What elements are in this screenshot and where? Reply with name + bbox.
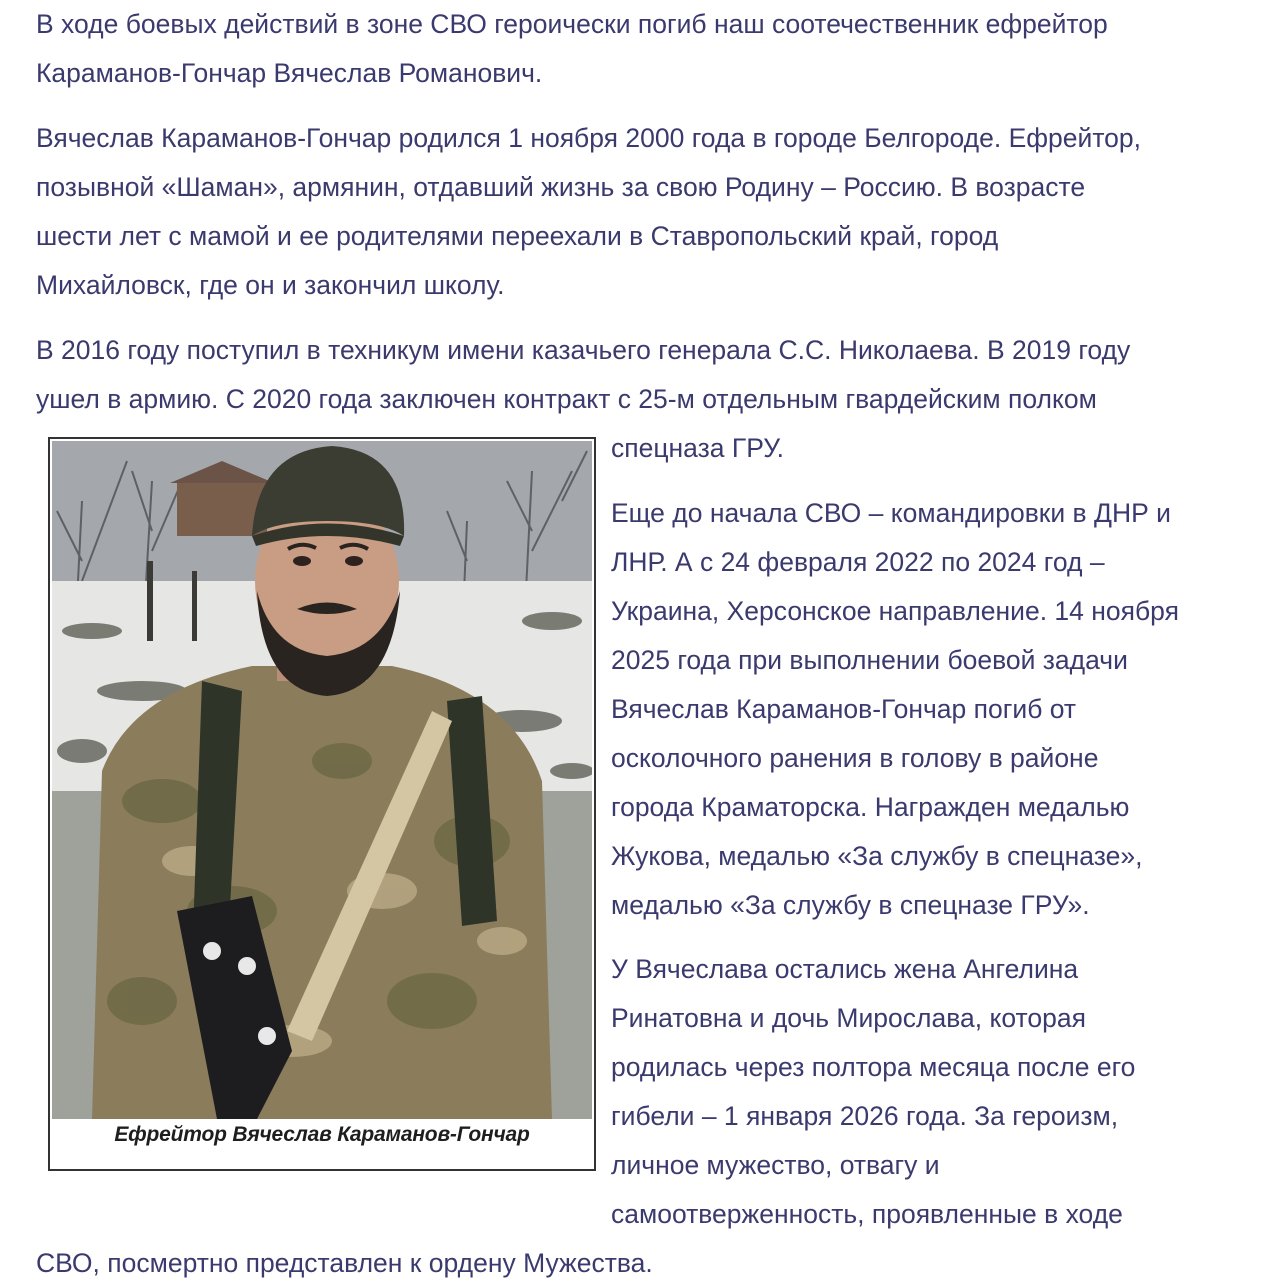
text-line: спецназа ГРУ. [611, 433, 784, 463]
text-line: У Вячеслава остались жена Ангелина [611, 954, 1079, 984]
text-line: родилась через полтора месяца после его [611, 1052, 1136, 1082]
text-line: ушел в армию. С 2020 года заключен контракт с 25-м отдельным гвардейским полком [36, 384, 1097, 414]
soldier-photo [52, 441, 592, 1119]
text-line: шести лет с мамой и ее родителями переехали в Ставропольский край, город [36, 221, 999, 251]
text-line: самоотверженность, проявленные в ходе [611, 1199, 1123, 1229]
text-line: медалью «За службу в спецназе ГРУ». [611, 890, 1090, 920]
text-line: Украина, Херсонское направление. 14 ноября [611, 596, 1179, 626]
paragraph-biography [36, 114, 1141, 310]
text-line: осколочного ранения в голову в районе [611, 743, 1099, 773]
photo-caption: Ефрейтор Вячеслав Караманов-Гончар [114, 1123, 530, 1146]
text-line: гибели – 1 января 2026 года. За героизм, [611, 1101, 1119, 1131]
text-line: В ходе боевых действий в зоне СВО героически погиб наш соотечественник ефрейтор [36, 9, 1108, 39]
text-line: Еще до начала СВО – командировки в ДНР и [611, 498, 1171, 528]
text-line: В 2016 году поступил в техникум имени казачьего генерала С.С. Николаева. В 2019 году [36, 335, 1131, 365]
paragraph-intro [36, 0, 1108, 98]
text-line: личное мужество, отвагу и [611, 1150, 940, 1180]
text-line: Вячеслав Караманов-Гончар погиб от [611, 694, 1077, 724]
text-line: Вячеслав Караманов-Гончар родился 1 ноября 2000 года в городе Белгороде. Ефрейтор, [36, 123, 1142, 153]
text-line: ЛНР. А с 24 февраля 2022 по 2024 год – [611, 547, 1105, 577]
text-line: СВО, посмертно представлен к ордену Мужества. [36, 1248, 653, 1278]
text-line: Ринатовна и дочь Мирослава, которая [611, 1003, 1086, 1033]
text-line: Караманов-Гончар Вячеслав Романович. [36, 58, 543, 88]
photo-figure [48, 437, 596, 1171]
text-line: Жукова, медалью «За службу в спецназе», [611, 841, 1143, 871]
text-line: Михайловск, где он и закончил школу. [36, 270, 505, 300]
text-line: позывной «Шаман», армянин, отдавший жизнь за свою Родину – Россию. В возрасте [36, 172, 1086, 202]
text-line: 2025 года при выполнении боевой задачи [611, 645, 1128, 675]
text-line: города Краматорска. Награжден медалью [611, 792, 1130, 822]
paragraph-svo [611, 489, 1179, 930]
